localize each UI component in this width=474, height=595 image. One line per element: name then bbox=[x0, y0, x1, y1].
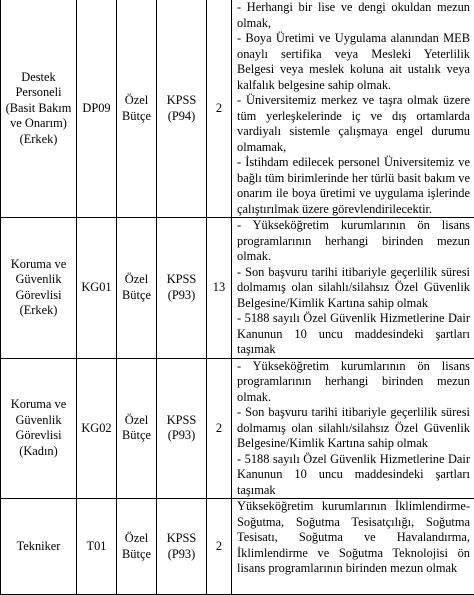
requirement-item: - Son başvuru tarihi itibariyle geçerlilik süresi dolmamış olan silahlı/silahsız Özel Güvenlik Belgesine/Kimlik Kartına sahip olmak bbox=[237, 405, 470, 452]
exam-cell bbox=[157, 358, 207, 499]
exam-cell bbox=[157, 0, 207, 218]
code-cell: DP09 bbox=[77, 0, 117, 218]
position-line: Görevlisi bbox=[1, 288, 76, 304]
table-row bbox=[1, 358, 474, 499]
exam-line: (P93) bbox=[157, 288, 206, 304]
exam-cell bbox=[157, 218, 207, 359]
requirement-item: - Yükseköğretim kurumlarının ön lisans programlarının herhangi birinden mezun olmak. bbox=[237, 359, 470, 406]
requirements-cell bbox=[232, 0, 474, 218]
budget-cell bbox=[117, 358, 157, 499]
count-cell: 2 bbox=[207, 358, 232, 499]
position-cell bbox=[1, 218, 77, 359]
requirement-item: - Boya Üretimi ve Uygulama alanından MEB onaylı sertifika veya Mesleki Yeterlilik Belgesi veya meslek koluna ait ustalık veya kalfalık belgesine sahip olmak. bbox=[237, 31, 470, 93]
exam-cell bbox=[157, 499, 207, 595]
requirement-item: - Son başvuru tarihi itibariyle geçerlilik süresi dolmamış olan silahlı/silahsız Özel Güvenlik Belgesine/Kimlik Kartına sahip olmak bbox=[237, 265, 470, 312]
requirement-item: - Yükseköğretim kurumlarının ön lisans programlarının herhangi birinden mezun olmak. bbox=[237, 218, 470, 265]
position-line: Güvenlik bbox=[1, 272, 76, 288]
budget-cell bbox=[117, 218, 157, 359]
exam-line: (P93) bbox=[157, 428, 206, 444]
position-line: Destek bbox=[1, 70, 76, 86]
requirement-item: - 5188 sayılı Özel Güvenlik Hizmetlerine Dair Kanunun 10 uncu maddesindeki şartları taşımak bbox=[237, 452, 470, 499]
requirements-cell bbox=[232, 358, 474, 499]
position-cell bbox=[1, 499, 77, 595]
exam-line: (P93) bbox=[157, 547, 206, 563]
budget-line: Bütçe bbox=[117, 428, 156, 444]
budget-cell bbox=[117, 499, 157, 595]
position-line: Koruma ve bbox=[1, 397, 76, 413]
budget-line: Özel bbox=[117, 531, 156, 547]
budget-line: Özel bbox=[117, 272, 156, 288]
count-cell: 13 bbox=[207, 218, 232, 359]
position-line: Görevlisi bbox=[1, 428, 76, 444]
position-line: (Erkek) bbox=[1, 303, 76, 319]
exam-line: KPSS bbox=[157, 272, 206, 288]
requirements-cell bbox=[232, 499, 474, 595]
position-line: Güvenlik bbox=[1, 413, 76, 429]
position-line: (Erkek) bbox=[1, 132, 76, 148]
count-cell: 2 bbox=[207, 499, 232, 595]
code-cell: KG02 bbox=[77, 358, 117, 499]
exam-line: KPSS bbox=[157, 531, 206, 547]
budget-line: Bütçe bbox=[117, 109, 156, 125]
budget-line: Özel bbox=[117, 93, 156, 109]
count-cell: 2 bbox=[207, 0, 232, 218]
exam-line: (P94) bbox=[157, 109, 206, 125]
requirement-item: - Herhangi bir lise ve dengi okuldan mezun olmak, bbox=[237, 0, 470, 31]
position-line: (Kadın) bbox=[1, 444, 76, 460]
table-row bbox=[1, 0, 474, 218]
position-line: Tekniker bbox=[1, 539, 76, 555]
table-row bbox=[1, 499, 474, 595]
code-cell: T01 bbox=[77, 499, 117, 595]
table-row bbox=[1, 218, 474, 359]
requirement-item: - 5188 sayılı Özel Güvenlik Hizmetlerine Dair Kanunun 10 uncu maddesindeki şartları taşımak bbox=[237, 311, 470, 358]
position-cell bbox=[1, 0, 77, 218]
requirement-item: - Üniversitemiz merkez ve taşra olmak üzere tüm yerleşkelerinde iç ve dış ortamlarda vardiyalı sistemle çalışmaya engel durumu olmamak, bbox=[237, 93, 470, 155]
position-line: (Basit Bakım bbox=[1, 101, 76, 117]
requirement-item: - İstihdam edilecek personel Üniversitemiz ve bağlı tüm birimlerinde her türlü basit bakım ve onarım ile boya üretimi ve uygulama işlerinde çalıştırılmak üzere görevlendirilecektir. bbox=[237, 155, 470, 217]
requirements-cell bbox=[232, 218, 474, 359]
budget-line: Bütçe bbox=[117, 288, 156, 304]
exam-line: KPSS bbox=[157, 413, 206, 429]
position-line: Personeli bbox=[1, 85, 76, 101]
exam-line: KPSS bbox=[157, 93, 206, 109]
budget-line: Özel bbox=[117, 413, 156, 429]
code-cell: KG01 bbox=[77, 218, 117, 359]
position-cell bbox=[1, 358, 77, 499]
budget-cell bbox=[117, 0, 157, 218]
requirement-item: Yükseköğretim kurumlarının İklimlendirme-Soğutma, Soğutma Tesisatçılığı, Soğutma Tesisatı, Soğutma ve Havalandırma, İklimlendirme ve Soğutma Teknolojisi ön lisans programlarının birinden mezun olmak bbox=[237, 499, 470, 577]
position-line: ve Onarım) bbox=[1, 116, 76, 132]
position-line: Koruma ve bbox=[1, 257, 76, 273]
budget-line: Bütçe bbox=[117, 547, 156, 563]
